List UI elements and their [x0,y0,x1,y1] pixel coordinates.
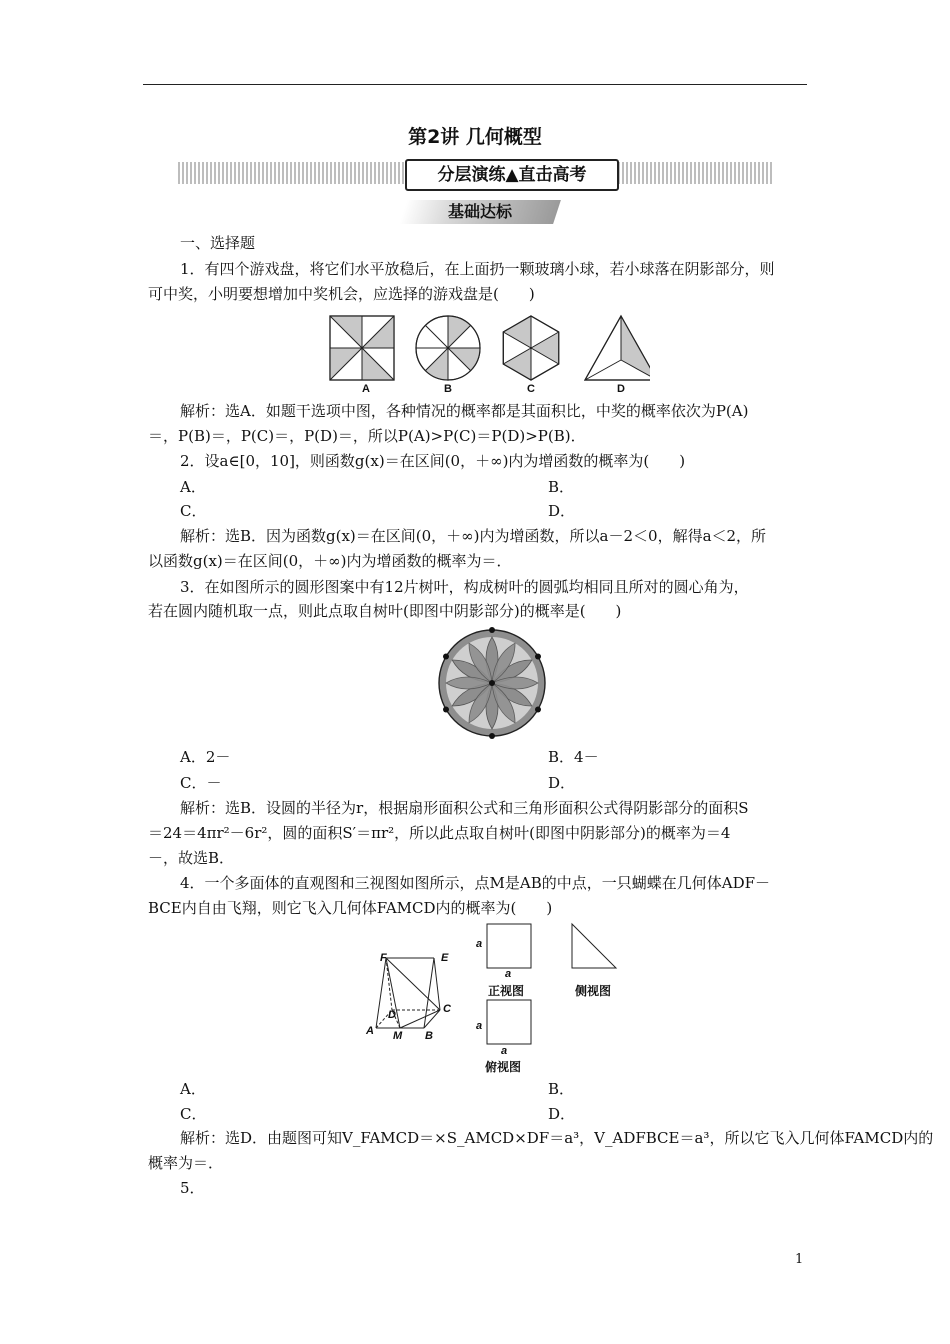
q3-solution-line3: －，故选B． [148,849,235,867]
q4-point-e: E [441,952,449,964]
q4-solution-line1: 解析：选D．由题图可知V_FAMCD＝×S_AMCD×DF＝a³，V_ADFBCE＝a³，所以它飞入几何体FAMCD内的 [180,1129,934,1147]
q3-line1: 3．在如图所示的圆形图案中有12片树叶，构成树叶的圆弧均相同且所对的圆心角为， [180,578,749,596]
q2-option-b: B． [548,478,575,496]
band-dot: ▲ [505,165,519,185]
section-heading: 一、选择题 [180,234,256,252]
q1-label-d: D [617,383,625,395]
header-rule [143,84,807,85]
q2-option-d: D． [548,502,576,520]
q2-solution-line2: 以函数g(x)＝在区间(0，＋∞)内为增函数的概率为＝． [148,552,512,570]
q4-point-a: A [366,1025,374,1037]
q4-front-view-caption: 正视图 [488,984,525,998]
q4-point-b: B [425,1030,433,1042]
q1-line1: 1．有四个游戏盘，将它们水平放稳后，在上面扔一颗玻璃小球，若小球落在阴影部分，则 [180,260,775,278]
q4-option-d: D． [548,1105,576,1123]
q1-label-c: C [527,383,535,395]
q1-figure-b [416,316,480,380]
q1-solution-line2: ＝，P(B)＝，P(C)＝，P(D)＝，所以P(A)>P(C)＝P(D)>P(B)． [148,427,586,445]
q4-point-d: D [388,1009,396,1021]
q4-top-dim-bottom: a [501,1045,508,1057]
q1-label-b: B [444,383,452,395]
q3-solution-line2: ＝24＝4πr²－6r²，圆的面积S′＝πr²，所以此点取自树叶(即图中阴影部分)的概率为＝4 [148,824,731,842]
q4-top-view-caption: 俯视图 [485,1060,522,1074]
q1-line2: 可中奖，小明要想增加中奖机会，应选择的游戏盘是( ) [148,285,535,303]
q3-option-c: C．－ [180,774,222,792]
q1-figure-c [503,316,558,380]
q1-figure-d [585,316,650,380]
q3-option-a: A．2－ [180,748,231,766]
q1-solution-line1: 解析：选A．如题干选项中图，各种情况的概率都是其面积比，中奖的概率依次为P(A) [180,402,749,420]
q2-line1: 2．设a∈[0，10]，则函数g(x)＝在区间(0，＋∞)内为增函数的概率为( ) [180,452,686,470]
q3-leaf-figure [432,626,552,746]
q3-option-d: D． [548,774,576,792]
q4-option-c: C． [180,1105,207,1123]
q4-line2: BCE内自由飞翔，则它飞入几何体FAMCD内的概率为( ) [148,899,553,917]
band-label [405,159,619,191]
q4-front-dim-side: a [476,938,483,950]
q4-option-a: A． [180,1080,206,1098]
q4-point-m: M [393,1030,403,1042]
q4-point-f: F [380,952,387,964]
q2-option-a: A． [180,478,206,496]
q4-line1: 4．一个多面体的直观图和三视图如图所示，点M是AB的中点，一只蝴蝶在几何体ADF－ [180,874,771,892]
q4-option-b: B． [548,1080,575,1098]
q3-line2: 若在圆内随机取一点，则此点取自树叶(即图中阴影部分)的概率是( ) [148,602,622,620]
band-label-part1: 分层演练 [437,165,506,185]
q2-solution-line1: 解析：选B．因为函数g(x)＝在区间(0，＋∞)内为增函数，所以a－2＜0，解得a＜2，所 [180,527,767,545]
q4-solid-figure [360,918,483,1044]
q3-solution-line1: 解析：选B．设圆的半径为r，根据扇形面积公式和三角形面积公式得阴影部分的面积S [180,799,749,817]
q3-option-b: B．4－ [548,748,599,766]
q1-figure-a [330,316,394,380]
page-title: 第2讲 几何概型 [408,126,542,148]
q4-top-dim-side: a [476,1020,483,1032]
q2-option-c: C． [180,502,207,520]
page-number: 1 [795,1252,804,1267]
q4-solution-line2: 概率为＝． [148,1154,224,1172]
sub-label-text: 基础达标 [447,202,512,221]
q5-line1: 5． [180,1179,205,1197]
q4-side-view-caption: 侧视图 [575,984,612,998]
q1-label-a: A [362,383,370,395]
band-label-part2: 直击高考 [518,165,587,185]
q4-point-c: C [443,1003,451,1015]
q4-front-dim-bottom: a [505,968,512,980]
